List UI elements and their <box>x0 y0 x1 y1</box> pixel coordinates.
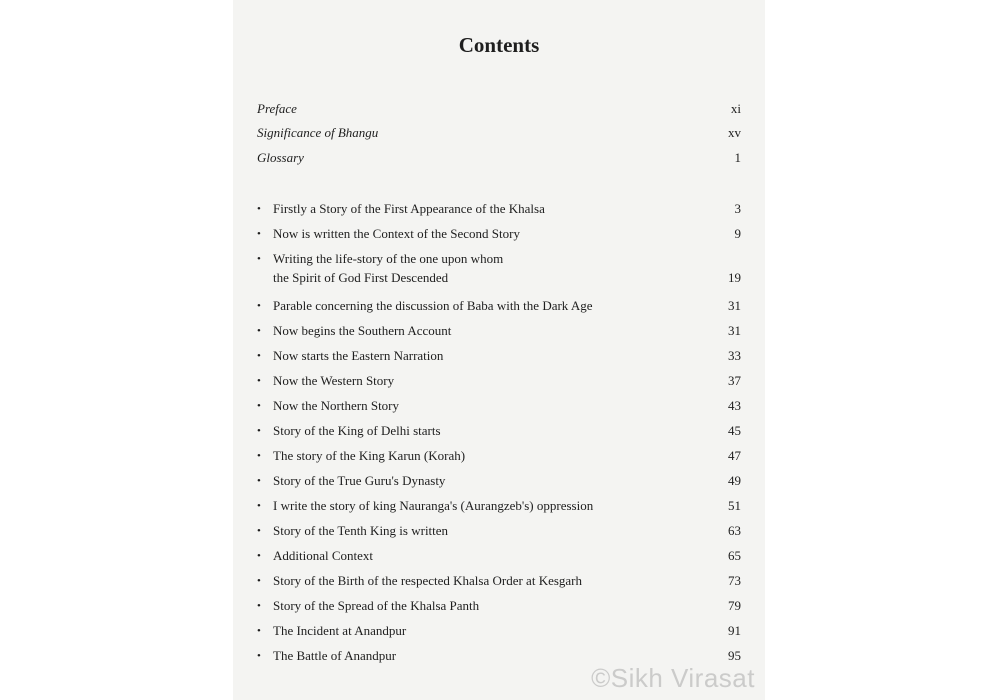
toc-front-label: Preface <box>257 101 297 116</box>
bullet-icon: • <box>257 325 261 337</box>
toc-entry-label: The Incident at Anandpur <box>273 623 407 638</box>
toc-entry-label: Story of the Birth of the respected Khalsa Order at Kesgarh <box>273 573 583 588</box>
toc-page-number: 43 <box>728 398 741 413</box>
toc-entry-label: Story of the Tenth King is written <box>273 523 449 538</box>
toc-entry <box>257 372 741 394</box>
bullet-icon: • <box>257 475 261 487</box>
toc-page-number: 79 <box>728 598 741 613</box>
toc-entry-label: I write the story of king Nauranga's (Aurangzeb's) oppression <box>273 498 594 513</box>
toc-entry-label: Now the Western Story <box>273 373 395 388</box>
bullet-icon: • <box>257 300 261 312</box>
toc-front-label: Glossary <box>257 150 304 165</box>
toc-entry-label: The Battle of Anandpur <box>273 648 397 663</box>
toc-entry <box>257 497 741 519</box>
toc-page-number: 51 <box>728 498 741 513</box>
book-page <box>233 0 765 700</box>
toc-entry-label: Firstly a Story of the First Appearance of the Khalsa <box>273 201 545 216</box>
toc-front-item <box>257 124 741 146</box>
bullet-icon: • <box>257 425 261 437</box>
toc-entry-label: Story of the True Guru's Dynasty <box>273 473 446 488</box>
toc-page-number: 31 <box>728 323 741 338</box>
toc-page-number: 45 <box>728 423 741 438</box>
bullet-icon: • <box>257 450 261 462</box>
toc-page-number: xv <box>728 125 741 140</box>
toc-page-number: 49 <box>728 473 741 488</box>
toc-entry-label: Parable concerning the discussion of Baba with the Dark Age <box>273 298 593 313</box>
toc-entry <box>257 297 741 319</box>
bullet-icon: • <box>257 500 261 512</box>
toc-entry <box>257 447 741 469</box>
toc-entry <box>257 622 741 644</box>
toc-entry-label: Additional Context <box>273 548 374 563</box>
toc-entry-label: The story of the King Karun (Korah) <box>273 448 466 463</box>
toc-page-number: 9 <box>734 226 741 241</box>
bullet-icon: • <box>257 525 261 537</box>
toc-front-item <box>257 100 741 122</box>
toc-entry <box>257 422 741 444</box>
watermark-text: ©Sikh Virasat <box>591 663 755 693</box>
toc-entry <box>257 597 741 619</box>
toc-entry-label: Story of the Spread of the Khalsa Panth <box>273 598 480 613</box>
toc-entry-label: Now begins the Southern Account <box>273 323 452 338</box>
bullet-icon: • <box>257 650 261 662</box>
toc-entry <box>257 547 741 569</box>
toc-page-number: xi <box>730 101 741 116</box>
toc-page-number: 65 <box>728 548 741 563</box>
toc-entry <box>257 250 741 292</box>
toc-page-number: 63 <box>728 523 741 538</box>
bullet-icon: • <box>257 253 261 265</box>
toc-entry-label: Writing the life-story of the one upon whom <box>273 251 504 266</box>
bullet-icon: • <box>257 228 261 240</box>
toc-page-number: 3 <box>734 201 741 216</box>
toc-entry <box>257 200 741 222</box>
toc-front-item <box>257 149 741 171</box>
bullet-icon: • <box>257 625 261 637</box>
bullet-icon: • <box>257 600 261 612</box>
toc-entry-label: Now is written the Context of the Second Story <box>273 226 520 241</box>
toc-entry <box>257 472 741 494</box>
bullet-icon: • <box>257 350 261 362</box>
bullet-icon: • <box>257 203 261 215</box>
toc-entry <box>257 322 741 344</box>
bullet-icon: • <box>257 575 261 587</box>
toc-entry <box>257 572 741 594</box>
toc-front-label: Significance of Bhangu <box>257 125 379 140</box>
bullet-icon: • <box>257 375 261 387</box>
toc-page-number: 37 <box>728 373 741 388</box>
toc-entry <box>257 522 741 544</box>
toc-entry <box>257 225 741 247</box>
toc-entry-label: Now starts the Eastern Narration <box>273 348 444 363</box>
bullet-icon: • <box>257 550 261 562</box>
toc-page-number: 47 <box>728 448 741 463</box>
toc-entry-label: Story of the King of Delhi starts <box>273 423 441 438</box>
toc-page-number: 1 <box>734 150 741 165</box>
contents-heading: Contents <box>458 33 540 57</box>
bullet-icon: • <box>257 400 261 412</box>
toc-entry <box>257 347 741 369</box>
toc-page-number: 19 <box>728 270 741 285</box>
toc-entry-label-continued: the Spirit of God First Descended <box>273 270 449 285</box>
toc-entry <box>257 397 741 419</box>
toc-page-number: 95 <box>728 648 741 663</box>
toc-page-number: 73 <box>728 573 741 588</box>
toc-page-number: 91 <box>728 623 741 638</box>
toc-entry-label: Now the Northern Story <box>273 398 400 413</box>
toc-page-number: 33 <box>728 348 741 363</box>
toc-page-number: 31 <box>728 298 741 313</box>
